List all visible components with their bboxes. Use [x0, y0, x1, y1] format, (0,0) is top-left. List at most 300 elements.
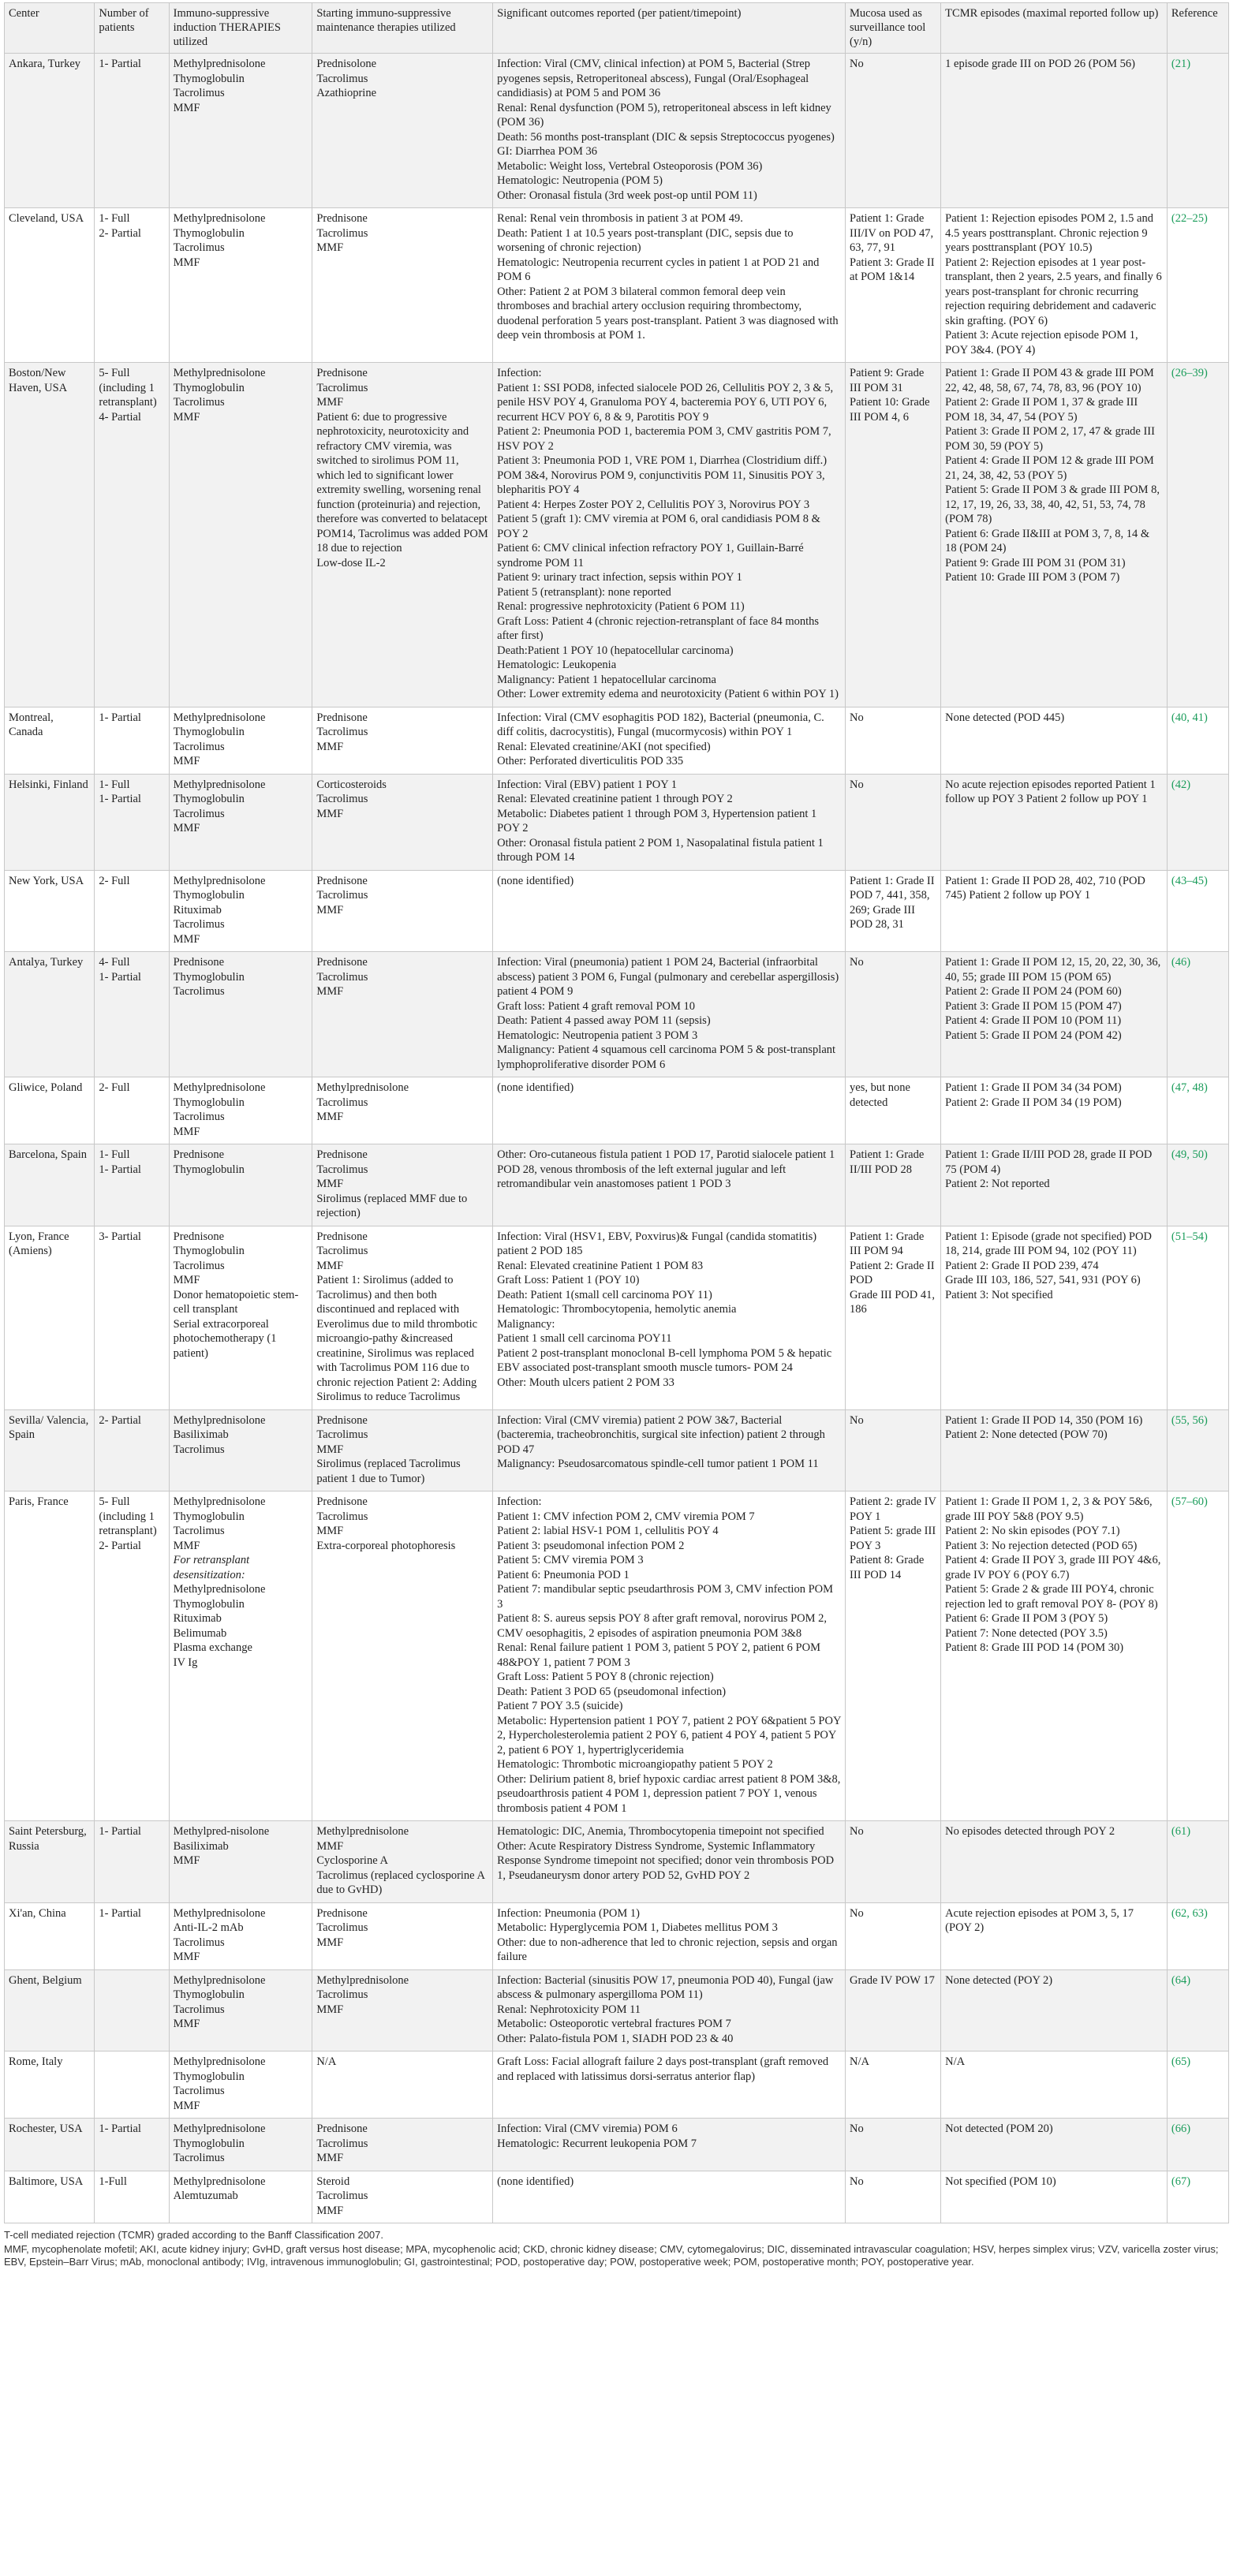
outcomes-line: Infection: [497, 367, 542, 379]
center-cell: Rome, Italy [5, 2051, 95, 2119]
induction-cell [169, 1409, 312, 1491]
maintenance-line: Tacrolimus (replaced cyclosporine A due to GvHD) [316, 1869, 485, 1896]
induction-line: MMF [173, 932, 200, 946]
maintenance-line: MMF [316, 1443, 344, 1456]
mucosa-cell [846, 2051, 941, 2119]
table-row [5, 1491, 1229, 1821]
reference-cell [1167, 1144, 1228, 1226]
outcomes-cell [493, 2051, 846, 2119]
outcomes-line: Renal: progressive nephrotoxicity (Patient 6 POM 11) [497, 600, 745, 613]
maintenance-line: Methylprednisolone [316, 1081, 409, 1094]
reference-cell [1167, 774, 1228, 870]
tcmr-line: Patient 1: Episode (grade not specified) POD 18, 214, grade III POM 94, 102 (POY 11) [945, 1230, 1152, 1257]
table-row [5, 1902, 1229, 1969]
mucosa-cell [846, 870, 941, 952]
outcomes-line: Patient 1: SSI POD8, infected sialocele POD 26, Cellulitis POY 2, 3 & 5, penile HSV POY 4, Granuloma POY 4, bacteremia POY 6, UTI POY 6, recurrent HCV POY 6, 8 & 9, Parotitis POY 9 [497, 381, 834, 424]
table-row [5, 1821, 1229, 1903]
patients-line: 2- Full [99, 874, 130, 887]
footnote: T-cell mediated rejection (TCMR) graded according to the Banff Classification 2007. [4, 2229, 383, 2241]
induction-line: Thymoglobulin [173, 1988, 245, 2001]
outcomes-line: Malignancy: Patient 4 squamous cell carcinoma POM 5 & post-transplant lymphoproliferative disorder POM 6 [497, 1043, 836, 1071]
induction-line: IV Ig [173, 1656, 198, 1669]
mucosa-line: No [850, 778, 864, 791]
mucosa-cell [846, 707, 941, 774]
outcomes-line: GI: Diarrhea POM 36 [497, 145, 598, 158]
induction-line: Basiliximab [173, 1839, 229, 1853]
outcomes-line: Patient 2: labial HSV-1 POM 1, cellulitis POY 4 [497, 1525, 719, 1537]
outcomes-line: Malignancy: [497, 1317, 555, 1331]
center-cell: Xi'an, China [5, 1902, 95, 1969]
tcmr-line: Patient 10: Grade III POM 3 (POM 7) [945, 571, 1120, 584]
induction-line: Anti-IL-2 mAb [173, 1921, 244, 1934]
patients-line: 1- Partial [99, 58, 141, 70]
center-cell: Sevilla/ Valencia, Spain [5, 1409, 95, 1491]
tcmr-cell [941, 707, 1168, 774]
maintenance-line: Tacrolimus [316, 970, 368, 984]
patients-cell [95, 1409, 169, 1491]
tcmr-line: Patient 6: Grade II&III at POM 3, 7, 8, 14 & 18 (POM 24) [945, 527, 1150, 554]
tcmr-line: N/A [945, 2055, 966, 2068]
reference-cell [1167, 1902, 1228, 1969]
tcmr-cell [941, 1226, 1168, 1409]
reference-cell [1167, 870, 1228, 952]
center-cell: Rochester, USA [5, 2119, 95, 2171]
induction-line: MMF [173, 1951, 200, 1963]
induction-line: Prednisone [173, 956, 225, 969]
patients-line: 1- Partial [99, 970, 141, 984]
outcomes-line: Patient 2 post-transplant monoclonal B-cell lymphoma POM 5 & hepatic EBV associated post-transplant smooth muscle tumors- POM 24 [497, 1346, 832, 1374]
maintenance-line: Patient 1: Sirolimus (added to Tacrolimus) and then both discontinued and replaced with Everolimus due to mild thrombotic microangio-pathy &increased creatinine, Sirolimus was replaced with Tacrolimus POM 116 due to chronic rejection Patient 2: Adding Sirolimus to reduce Tacrolimus [316, 1274, 478, 1403]
tcmr-line: Patient 1: Grade II POM 34 (34 POM) [945, 1081, 1122, 1094]
mucosa-cell [846, 1969, 941, 2051]
maintenance-line: Tacrolimus [316, 793, 368, 805]
maintenance-cell [312, 1077, 493, 1144]
tcmr-line: Patient 3: Acute rejection episode POM 1, POY 3&4. (POY 4) [945, 329, 1138, 357]
mucosa-line: No [850, 2175, 864, 2188]
induction-cell [169, 707, 312, 774]
tcmr-line: Grade III 103, 186, 527, 541, 931 (POY 6) [945, 1274, 1141, 1286]
maintenance-cell [312, 1902, 493, 1969]
patients-line: 4- Full [99, 956, 130, 969]
table-header [5, 3, 1229, 54]
reference-link[interactable]: (62, 63) [1171, 1906, 1208, 1920]
induction-line: Methylprednisolone [173, 1413, 266, 1427]
tcmr-line: Patient 5: Grade II POM 3 & grade III POM 8, 12, 17, 19, 26, 33, 38, 40, 42, 51, 53, 74, 78 (POM 78) [945, 483, 1160, 525]
mucosa-line: No [850, 1825, 864, 1838]
table-row [5, 870, 1229, 952]
mucosa-line: No [850, 956, 864, 969]
induction-line: Thymoglobulin [173, 2137, 245, 2150]
center-cell: New York, USA [5, 870, 95, 952]
mucosa-line: Patient 2: Grade II POD [850, 1259, 935, 1286]
induction-line: Donor hematopoietic stem-cell transplant [173, 1288, 299, 1316]
maintenance-line: Low-dose IL-2 [316, 556, 386, 569]
table-row [5, 707, 1229, 774]
induction-cell [169, 1902, 312, 1969]
patients-cell [95, 2171, 169, 2223]
induction-line: MMF [173, 755, 200, 767]
patients-line: 2- Partial [99, 226, 141, 240]
patients-cell [95, 208, 169, 363]
maintenance-line: Azathioprine [316, 87, 377, 99]
outcomes-cell [493, 1902, 846, 1969]
outcomes-line: Other: due to non-adherence that led to chronic rejection, sepsis and organ failure [497, 1936, 838, 1963]
mucosa-line: No [850, 58, 864, 70]
outcomes-line: Patient 7: mandibular septic pseudarthrosis POM 3, CMV infection POM 3 [497, 1583, 833, 1611]
patients-line: 2- Partial [99, 1413, 141, 1427]
mucosa-cell [846, 1226, 941, 1409]
center-cell: Boston/New Haven, USA [5, 363, 95, 707]
outcomes-cell [493, 54, 846, 208]
induction-line: Thymoglobulin [173, 1510, 245, 1523]
reference-link[interactable]: (26–39) [1171, 367, 1208, 379]
maintenance-cell [312, 2119, 493, 2171]
mucosa-cell [846, 1409, 941, 1491]
mucosa-line: No [850, 2122, 864, 2135]
tcmr-line: Patient 2: Grade II POM 24 (POM 60) [945, 985, 1122, 998]
patients-line: 1-Full [99, 2175, 127, 2188]
outcomes-line: Infection: Viral (CMV, clinical infection) at POM 5, Bacterial (Strep pyogenes sepsis, Retroperitoneal abscess), Fungal (Oral/Esophageal candidiasis) at POM 5 and POM 36 [497, 58, 810, 99]
maintenance-cell [312, 952, 493, 1077]
header-tcmr: TCMR episodes (maximal reported follow up) [941, 3, 1168, 54]
outcomes-cell [493, 1144, 846, 1226]
reference-cell [1167, 363, 1228, 707]
patients-cell [95, 54, 169, 208]
maintenance-line: Prednisone [316, 956, 368, 969]
induction-line: Methylprednisolone [173, 2122, 266, 2135]
header-center: Center [5, 3, 95, 54]
reference-link[interactable]: (43–45) [1171, 874, 1208, 887]
patients-line: 1- Partial [99, 711, 141, 724]
maintenance-cell [312, 707, 493, 774]
induction-line: MMF [173, 1539, 200, 1552]
induction-line: Thymoglobulin [173, 72, 245, 85]
footnote: MMF, mycophenolate mofetil; AKI, acute kidney injury; GvHD, graft versus host disease; MPA, mycophenolic acid; CKD, chronic kidney disease; CMV, cytomegalovirus; DIC, disseminated intravascular coagulation; HSV, herpes simplex virus; VZV, varicella zoster virus; EBV, Epstein–Barr Virus; mAb, monoclonal antibody; IVIg, intravenous immunoglobulin; GI, gastrointestinal; POD, postoperative day; POW, postoperative week; POM, postoperative month; POY, postoperative year. [4, 2243, 1219, 2268]
induction-line: Methylprednisolone [173, 212, 266, 225]
reference-link[interactable]: (64) [1171, 1973, 1191, 1987]
tcmr-line: Patient 3: Not specified [945, 1288, 1053, 1301]
reference-cell [1167, 952, 1228, 1077]
tcmr-line: Patient 2: Grade II POM 1, 37 & grade III POM 18, 34, 47, 54 (POY 5) [945, 396, 1138, 424]
mucosa-cell [846, 1491, 941, 1821]
maintenance-line: MMF [316, 396, 344, 409]
mucosa-line: Grade IV POW 17 [850, 1973, 935, 1987]
mucosa-cell [846, 2119, 941, 2171]
table-row [5, 1226, 1229, 1409]
outcomes-line: Metabolic: Osteoporotic vertebral fractures POM 7 [497, 2018, 731, 2030]
maintenance-line: Tacrolimus [316, 2190, 368, 2202]
reference-link[interactable]: (51–54) [1171, 1230, 1208, 1243]
induction-cell [169, 2119, 312, 2171]
maintenance-line: Tacrolimus [316, 726, 368, 738]
mucosa-cell [846, 208, 941, 363]
header-maintenance: Starting immuno-suppressive maintenance therapies utilized [312, 3, 493, 54]
patients-line: 2- Partial [99, 1539, 141, 1552]
center-cell: Montreal, Canada [5, 707, 95, 774]
maintenance-line: MMF [316, 1111, 344, 1123]
maintenance-cell [312, 1821, 493, 1903]
maintenance-line: MMF [316, 2003, 344, 2016]
maintenance-cell [312, 2051, 493, 2119]
tcmr-line: Patient 5: Grade II POM 24 (POM 42) [945, 1029, 1122, 1042]
mucosa-cell [846, 1821, 941, 1903]
center-cell: Baltimore, USA [5, 2171, 95, 2223]
maintenance-line: Methylprednisolone [316, 1825, 409, 1838]
induction-line: Tacrolimus [173, 87, 225, 99]
outcomes-line: Graft loss: Patient 4 graft removal POM 10 [497, 999, 696, 1013]
patients-cell [95, 1144, 169, 1226]
maintenance-cell [312, 1144, 493, 1226]
reference-link[interactable]: (46) [1171, 956, 1191, 969]
induction-line: Methylprednisolone [173, 367, 266, 379]
tcmr-cell [941, 1077, 1168, 1144]
maintenance-line: MMF [316, 1839, 344, 1853]
outcomes-line: Graft Loss: Patient 1 (POY 10) [497, 1274, 640, 1286]
center-cell: Antalya, Turkey [5, 952, 95, 1077]
induction-cell [169, 774, 312, 870]
mucosa-cell [846, 363, 941, 707]
reference-cell [1167, 1821, 1228, 1903]
maintenance-line: Sirolimus (replaced MMF due to rejection) [316, 1192, 468, 1219]
induction-line: Tacrolimus [173, 740, 225, 753]
tcmr-line: Patient 4: Grade II POM 10 (POM 11) [945, 1014, 1122, 1027]
outcomes-line: Other: Delirium patient 8, brief hypoxic cardiac arrest patient 8 POM 3&8, pseudoarthrosis patient 4 POM 1, depression patient 7 POY 1, venous thrombosis patient 4 POM 1 [497, 1772, 841, 1815]
outcomes-line: Other: Palato-fistula POM 1, SIADH POD 23 & 40 [497, 2032, 734, 2045]
maintenance-line: Prednisolone [316, 58, 377, 70]
maintenance-line: MMF [316, 903, 344, 917]
patients-line: 1- Partial [99, 793, 141, 805]
maintenance-cell [312, 774, 493, 870]
maintenance-line: MMF [316, 1259, 344, 1272]
tcmr-line: 1 episode grade III on POD 26 (POM 56) [945, 58, 1135, 70]
mucosa-line: Patient 10: Grade III POM 4, 6 [850, 396, 930, 424]
tcmr-line: Patient 2: Rejection episodes at 1 year post-transplant, then 2 years, 2.5 years, and finally 6 years post-transplant for chronic recurring rejection requiring debridement and cadaveric skin grafting. (POY 6) [945, 256, 1162, 327]
patients-line: 1- Full [99, 212, 130, 225]
outcomes-line: Infection: Viral (CMV esophagitis POD 182), Bacterial (pneumonia, C. diff colitis, dacrocystitis), Fungal (mucormycosis) within POY 1 [497, 711, 824, 738]
induction-line: Alemtuzumab [173, 2190, 238, 2202]
mucosa-line: yes, but none detected [850, 1081, 910, 1109]
induction-line: Thymoglobulin [173, 726, 245, 738]
table-row [5, 952, 1229, 1077]
induction-line: MMF [173, 1274, 200, 1286]
maintenance-line: Cyclosporine A [316, 1854, 388, 1867]
table-row [5, 2171, 1229, 2223]
maintenance-line: Tacrolimus [316, 2137, 368, 2150]
outcomes-line: Death: Patient 4 passed away POM 11 (sepsis) [497, 1014, 711, 1027]
reference-link[interactable]: (21) [1171, 58, 1191, 70]
patients-line: 1- Partial [99, 1825, 141, 1838]
maintenance-line: Patient 6: due to progressive nephrotoxicity, neurotoxicity and refractory CMV viremia, was switched to sirolimus POM 11, which led to significant lower extremity swelling, worsening renal function (proteinuria) and rejection, therefore was converted to belatacept POM14, Tacrolimus was added POM 18 due to rejection [316, 410, 488, 554]
induction-line: Prednisone [173, 1148, 225, 1161]
header-induction: Immuno-suppressive induction THERAPIES utilized [169, 3, 312, 54]
patients-line: 5- Full (including 1 retransplant) [99, 367, 157, 409]
outcomes-line: Other: Acute Respiratory Distress Syndrome, Systemic Inflammatory Response Syndrome timepoint not specified; donor vein thrombosis POD 1, Pseudaneurysm donor artery POD 52, GvHD POY 2 [497, 1839, 835, 1882]
outcomes-cell [493, 363, 846, 707]
mucosa-line: N/A [850, 2055, 870, 2068]
patients-cell [95, 952, 169, 1077]
reference-link[interactable]: (66) [1171, 2122, 1191, 2135]
maintenance-line: MMF [316, 1525, 344, 1537]
induction-line: Methylpred-nisolone [173, 1825, 270, 1838]
induction-cell [169, 2051, 312, 2119]
tcmr-cell [941, 1409, 1168, 1491]
outcomes-line: Infection: [497, 1495, 542, 1508]
maintenance-cell [312, 1491, 493, 1821]
tcmr-cell [941, 208, 1168, 363]
outcomes-cell [493, 1409, 846, 1491]
outcomes-line: (none identified) [497, 2175, 574, 2188]
tcmr-line: Not detected (POM 20) [945, 2122, 1053, 2135]
header-reference: Reference [1167, 3, 1228, 54]
maintenance-line: Prednisone [316, 1906, 368, 1920]
tcmr-line: Patient 7: None detected (POY 3.5) [945, 1626, 1108, 1640]
center-cell: Barcelona, Spain [5, 1144, 95, 1226]
maintenance-cell [312, 54, 493, 208]
maintenance-line: Tacrolimus [316, 1988, 368, 2001]
mucosa-line: Patient 2: grade IV POY 1 [850, 1495, 936, 1523]
outcomes-line: Renal: Elevated creatinine Patient 1 POM 83 [497, 1259, 704, 1272]
maintenance-cell [312, 363, 493, 707]
maintenance-line: Prednisone [316, 711, 368, 724]
tcmr-line: Patient 1: Grade II POD 28, 402, 710 (POD 745) Patient 2 follow up POY 1 [945, 874, 1145, 902]
mucosa-line: Patient 8: Grade III POD 14 [850, 1554, 925, 1581]
tcmr-line: Patient 1: Grade II POM 1, 2, 3 & POY 5&6, grade III POY 5&8 (POY 9.5) [945, 1495, 1153, 1523]
induction-cell [169, 1144, 312, 1226]
tcmr-line: None detected (POD 445) [945, 711, 1065, 724]
maintenance-line: Extra-corporeal photophoresis [316, 1539, 456, 1552]
mucosa-line: Patient 1: Grade II/III POD 28 [850, 1148, 925, 1176]
induction-line: Thymoglobulin [173, 1245, 245, 1257]
tcmr-line: Patient 4: Grade II POY 3, grade III POY 4&6, grade IV POY 6 (POY 6.7) [945, 1554, 1161, 1581]
tcmr-line: Patient 1: Grade II POM 12, 15, 20, 22, 30, 36, 40, 55; grade III POM 15 (POM 65) [945, 956, 1161, 984]
outcomes-line: Metabolic: Diabetes patient 1 through POM 3, Hypertension patient 1 POY 2 [497, 807, 817, 834]
reference-cell [1167, 707, 1228, 774]
reference-link[interactable]: (67) [1171, 2175, 1191, 2188]
patients-line: 5- Full (including 1 retransplant) [99, 1495, 157, 1537]
table-row [5, 1077, 1229, 1144]
induction-line: Tacrolimus [173, 2003, 225, 2016]
maintenance-line: Tacrolimus [316, 381, 368, 394]
reference-cell [1167, 2119, 1228, 2171]
induction-line: Methylprednisolone [173, 2055, 266, 2068]
induction-cell [169, 1077, 312, 1144]
outcomes-cell [493, 1491, 846, 1821]
patients-line: 2- Full [99, 1081, 130, 1094]
maintenance-line: Prednisone [316, 1413, 368, 1427]
outcomes-line: Other: Perforated diverticulitis POD 335 [497, 755, 684, 767]
outcomes-line: Renal: Renal vein thrombosis in patient 3 at POM 49. [497, 212, 743, 225]
maintenance-cell [312, 1409, 493, 1491]
maintenance-line: N/A [316, 2055, 337, 2068]
reference-link[interactable]: (55, 56) [1171, 1413, 1208, 1427]
induction-line: MMF [173, 410, 200, 424]
reference-link[interactable]: (47, 48) [1171, 1081, 1208, 1094]
patients-cell [95, 774, 169, 870]
tcmr-line: Patient 1: Grade II POD 14, 350 (POM 16) [945, 1413, 1143, 1427]
patients-cell [95, 363, 169, 707]
patients-line: 1- Partial [99, 1163, 141, 1176]
reference-link[interactable]: (65) [1171, 2055, 1191, 2068]
outcomes-line: Patient 1 small cell carcinoma POY11 [497, 1332, 672, 1345]
tcmr-cell [941, 870, 1168, 952]
reference-link[interactable]: (22–25) [1171, 212, 1208, 225]
patients-line: 4- Partial [99, 410, 141, 424]
maintenance-line: Tacrolimus [316, 889, 368, 902]
mucosa-line: No [850, 711, 864, 724]
outcomes-cell [493, 1821, 846, 1903]
induction-line: Tacrolimus [173, 396, 225, 409]
tcmr-cell [941, 363, 1168, 707]
outcomes-line: Patient 3: pseudomonal infection POM 2 [497, 1539, 685, 1552]
tcmr-line: Patient 3: Grade II POM 2, 17, 47 & grade III POM 30, 59 (POY 5) [945, 425, 1155, 453]
induction-line: Tacrolimus [173, 1525, 225, 1537]
maintenance-line: MMF [316, 985, 344, 998]
maintenance-line: MMF [316, 241, 344, 254]
induction-line: Methylprednisolone [173, 1973, 266, 1987]
outcomes-line: Infection: Viral (HSV1, EBV, Poxvirus)& Fungal (candida stomatitis) patient 2 POD 185 [497, 1230, 817, 1257]
outcomes-cell [493, 707, 846, 774]
patients-line: 1- Partial [99, 2122, 141, 2135]
induction-line: Plasma exchange [173, 1641, 252, 1654]
induction-cell [169, 1491, 312, 1821]
outcomes-line: Graft Loss: Facial allograft failure 2 days post-transplant (graft removed and replaced with latissimus dorsi-serratus anterior flap) [497, 2055, 829, 2083]
outcomes-line: Renal: Renal failure patient 1 POM 3, patient 5 POY 2, patient 6 POM 48&POY 1, patient 7 POM 3 [497, 1641, 820, 1669]
outcomes-cell [493, 1226, 846, 1409]
header-mucosa: Mucosa used as surveillance tool (y/n) [846, 3, 941, 54]
outcomes-line: Infection: Viral (CMV viremia) patient 2 POW 3&7, Bacterial (bacteremia, tracheobronchitis, surgical site infection) patient 2 through POD 47 [497, 1413, 825, 1456]
tcmr-line: Patient 9: Grade III POM 31 (POM 31) [945, 556, 1126, 569]
patients-cell [95, 1226, 169, 1409]
outcomes-line: Renal: Elevated creatinine/AKI (not specified) [497, 740, 711, 753]
outcomes-line: Infection: Viral (EBV) patient 1 POY 1 [497, 778, 678, 791]
patients-cell [95, 1491, 169, 1821]
induction-cell [169, 2171, 312, 2223]
outcomes-line: Infection: Pneumonia (POM 1) [497, 1906, 640, 1920]
reference-link[interactable]: (40, 41) [1171, 711, 1208, 724]
reference-cell [1167, 1077, 1228, 1144]
induction-line: MMF [173, 2018, 200, 2030]
table-page [4, 2, 1229, 2270]
outcomes-line: Other: Mouth ulcers patient 2 POM 33 [497, 1376, 674, 1389]
patients-cell [95, 1969, 169, 2051]
induction-line: Tacrolimus [173, 985, 225, 998]
reference-link[interactable]: (42) [1171, 778, 1191, 791]
maintenance-line: MMF [316, 807, 344, 820]
maintenance-line: MMF [316, 1936, 344, 1949]
header-patients: Number of patients [95, 3, 169, 54]
outcomes-cell [493, 870, 846, 952]
tcmr-line: Patient 2: No skin episodes (POY 7.1) [945, 1525, 1120, 1537]
induction-line: Methylprednisolone [173, 1081, 266, 1094]
induction-cell [169, 363, 312, 707]
maintenance-line: Corticosteroids [316, 778, 387, 791]
outcomes-line: Other: Oro-cutaneous fistula patient 1 POD 17, Parotid sialocele patient 1 POD 28, venous thrombosis of the left external jugular and left retromandibular vein anastomoses patient 1 POD 3 [497, 1148, 835, 1190]
outcomes-line: Graft Loss: Patient 4 (chronic rejection-retransplant of face 84 months after first) [497, 614, 820, 642]
reference-link[interactable]: (49, 50) [1171, 1148, 1208, 1161]
induction-line: Tacrolimus [173, 1936, 225, 1949]
header-outcomes: Significant outcomes reported (per patient/timepoint) [493, 3, 846, 54]
reference-link[interactable]: (61) [1171, 1825, 1191, 1838]
tcmr-line: Patient 1: Grade II POM 43 & grade III POM 22, 42, 48, 58, 67, 74, 78, 83, 96 (POY 10) [945, 367, 1154, 394]
maintenance-line: Methylprednisolone [316, 1973, 409, 1987]
induction-cell [169, 54, 312, 208]
mucosa-cell [846, 952, 941, 1077]
patients-cell [95, 1821, 169, 1903]
induction-line: Thymoglobulin [173, 226, 245, 240]
reference-link[interactable]: (57–60) [1171, 1495, 1208, 1508]
table-row [5, 1144, 1229, 1226]
induction-cell [169, 1821, 312, 1903]
